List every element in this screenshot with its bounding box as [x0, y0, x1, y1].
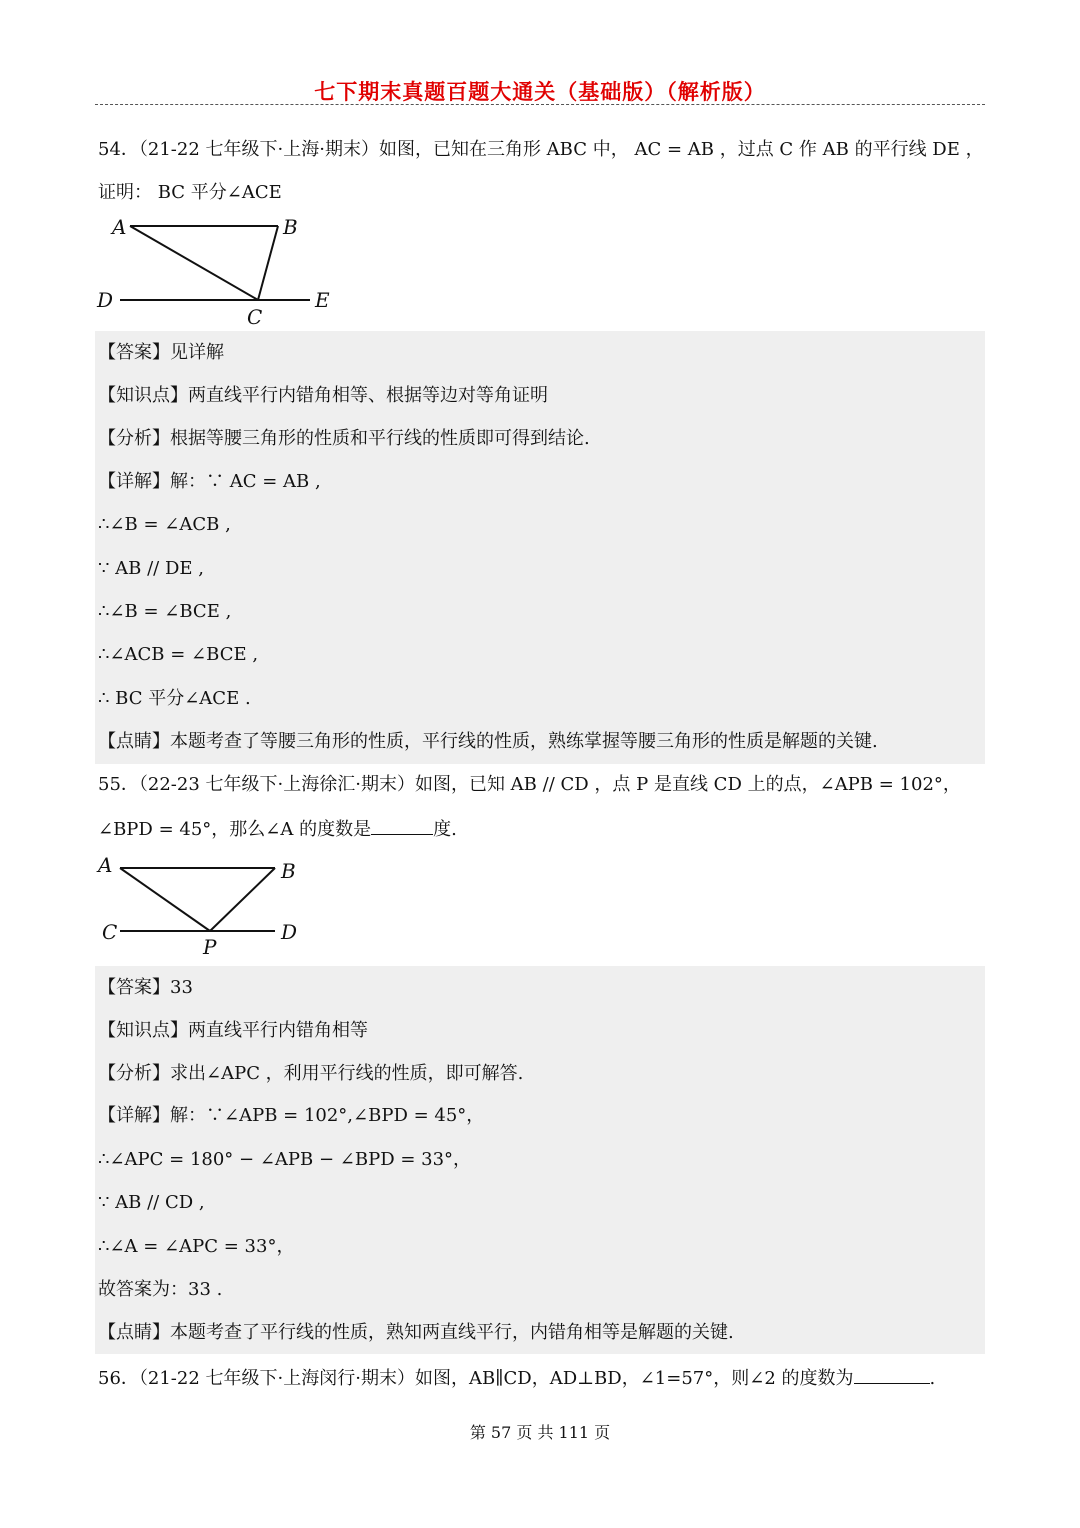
- q54-knowledge: 【知识点】两直线平行内错角相等、根据等边对等角证明: [98, 385, 548, 406]
- q54-step-4: ∴∠ACB = ∠BCE ,: [98, 644, 259, 665]
- q55-solution-box: [95, 966, 985, 1354]
- q55-answer-blank[interactable]: [371, 816, 433, 835]
- q55-comment: 【点睛】本题考查了平行线的性质，熟知两直线平行，内错角相等是解题的关键.: [98, 1322, 734, 1343]
- q54-figure: [95, 210, 355, 330]
- q55-detail: 【详解】解：∵∠APB = 102°,∠BPD = 45°，: [98, 1105, 485, 1126]
- q56-statement-text: 56．（21-22 七年级下·上海闵行·期末）如图，AB∥CD，AD⊥BD，∠1=57°，则∠2 的度数为: [98, 1368, 854, 1389]
- q54-label-a: A: [112, 215, 127, 239]
- page-header-title: 七下期末真题百题大通关（基础版）（解析版）: [314, 79, 766, 104]
- q54-segment-ac: [130, 226, 258, 300]
- q55-label-a: A: [98, 853, 113, 877]
- q55-statement-text: ∠BPD = 45°，那么∠A 的度数是: [98, 819, 372, 840]
- q54-comment: 【点睛】本题考查了等腰三角形的性质，平行线的性质，熟练掌握等腰三角形的性质是解题的关键.: [98, 731, 878, 752]
- q54-label-d: D: [97, 288, 114, 312]
- q54-label-c: C: [247, 305, 263, 329]
- q55-step-2: ∵ AB // CD ,: [98, 1192, 205, 1213]
- q55-label-c: C: [102, 920, 118, 944]
- q55-figure: [95, 850, 315, 962]
- q55-step-3: ∴∠A = ∠APC = 33°，: [98, 1236, 295, 1257]
- q55-segment-ap: [120, 868, 210, 931]
- q55-answer: 【答案】33: [98, 977, 193, 998]
- q54-solution-box: [95, 331, 985, 764]
- q55-label-p: P: [203, 935, 217, 959]
- q54-label-e: E: [315, 288, 330, 312]
- page-footer: 第 57 页 共 111 页: [469, 1423, 611, 1442]
- q54-step-3: ∴∠B = ∠BCE ,: [98, 601, 232, 622]
- q54-segment-bc: [258, 226, 278, 300]
- q54-step-1: ∴∠B = ∠ACB ,: [98, 514, 231, 535]
- q56-statement-end: .: [929, 1368, 936, 1389]
- q55-statement-unit: 度.: [433, 819, 457, 840]
- q55-step-4: 故答案为：33 .: [98, 1279, 223, 1300]
- q54-analysis: 【分析】根据等腰三角形的性质和平行线的性质即可得到结论.: [98, 428, 590, 449]
- q54-label-b: B: [283, 215, 298, 239]
- q54-step-2: ∵ AB // DE ,: [98, 558, 204, 579]
- q54-answer: 【答案】见详解: [98, 342, 224, 363]
- q55-statement-line1: 55．（22-23 七年级下·上海徐汇·期末）如图，已知 AB // CD ，点 P 是直线 CD 上的点，∠APB = 102°，: [98, 774, 961, 795]
- q54-detail: 【详解】解：∵ AC = AB ,: [98, 471, 321, 492]
- header-divider: [95, 104, 985, 105]
- q54-statement-line2: 证明： BC 平分∠ACE: [98, 182, 282, 203]
- q54-step-5: ∴ BC 平分∠ACE .: [98, 688, 251, 709]
- q55-label-b: B: [281, 859, 296, 883]
- q55-segment-bp: [210, 868, 275, 931]
- q55-label-d: D: [281, 920, 298, 944]
- q55-step-1: ∴∠APC = 180° − ∠APB − ∠BPD = 33°，: [98, 1149, 472, 1170]
- q56-statement-line1: [98, 1365, 935, 1391]
- q54-statement-line1: 54．（21-22 七年级下·上海·期末）如图，已知在三角形 ABC 中， AC = AB ，过点 C 作 AB 的平行线 DE ，: [98, 139, 984, 160]
- q55-knowledge: 【知识点】两直线平行内错角相等: [98, 1020, 368, 1041]
- q55-statement-line2: [98, 816, 457, 842]
- q55-analysis: 【分析】求出∠APC ，利用平行线的性质，即可解答.: [98, 1063, 524, 1084]
- q56-answer-blank[interactable]: [854, 1365, 930, 1384]
